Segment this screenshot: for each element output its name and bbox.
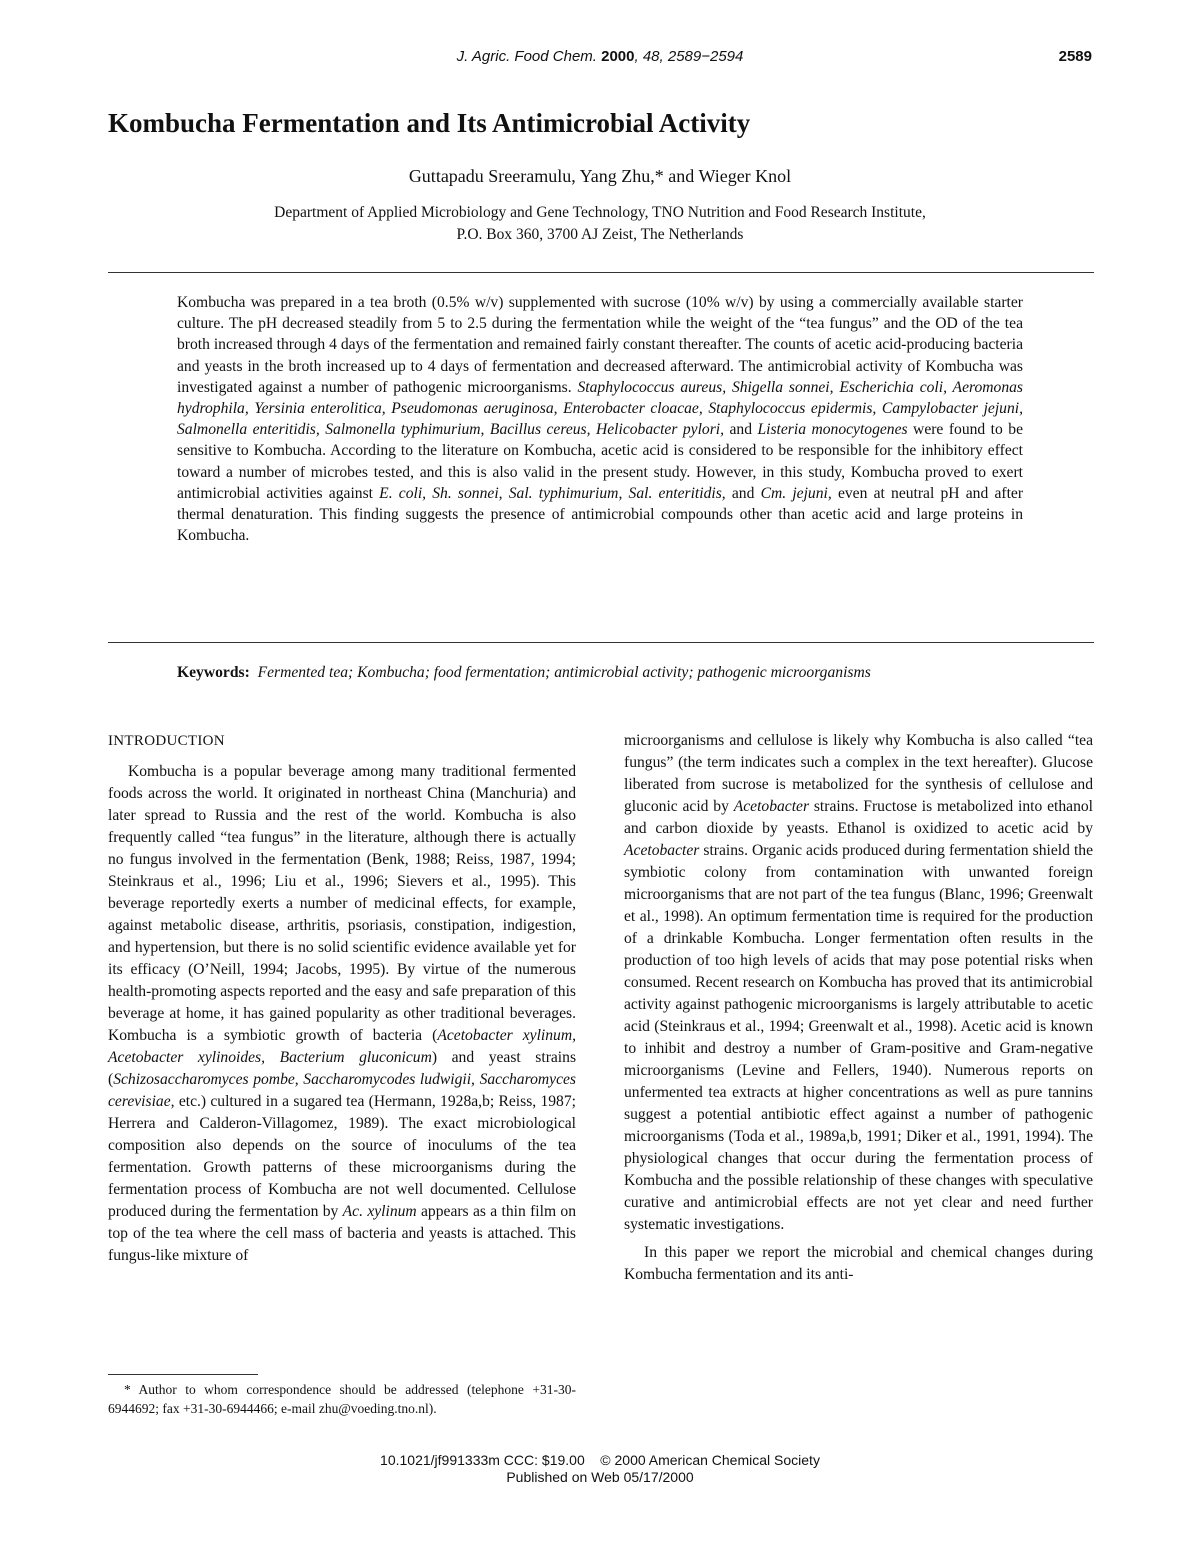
- doi-copyright: 10.1021/jf991333m CCC: $19.00 © 2000 American Chemical Society: [380, 1452, 820, 1468]
- keywords: [177, 662, 1023, 683]
- species-name: Schizosaccharomyces pombe, Saccharomycodes ludwigii, Saccharomyces cerevisiae,: [108, 1071, 576, 1110]
- section-heading: INTRODUCTION: [108, 733, 225, 749]
- abstract-species: Cm. jejuni,: [760, 484, 832, 502]
- keywords-label: Keywords:: [177, 664, 250, 681]
- article-title: Kombucha Fermentation and Its Antimicrobial Activity: [108, 108, 751, 138]
- intro-paragraph-1-continued: [624, 730, 1093, 1236]
- affiliation: [108, 202, 1092, 246]
- abstract-divider: [108, 642, 1094, 643]
- abstract-text: and: [725, 484, 761, 502]
- abstract-species: E. coli, Sh. sonnei, Sal. typhimurium, Sal. enteritidis,: [379, 484, 726, 502]
- left-column: [108, 730, 576, 1267]
- page-number: 2589: [1058, 48, 1092, 65]
- publication-date: Published on Web 05/17/2000: [506, 1469, 694, 1485]
- correspondence-footnote: * Author to whom correspondence should be addressed (telephone +31-30-6944692; fax +31-30-6944466; e-mail zhu@voeding.tno.nl).: [108, 1382, 576, 1416]
- keywords-list: Fermented tea; Kombucha; food fermentation; antimicrobial activity; pathogenic microorganisms: [257, 664, 871, 681]
- footnote-divider: [108, 1374, 258, 1375]
- species-name: Ac. xylinum: [342, 1203, 417, 1220]
- intro-paragraph-2: In this paper we report the microbial and chemical changes during Kombucha fermentation and its anti-: [624, 1244, 1093, 1283]
- page-footer: [108, 1452, 1092, 1486]
- right-column: [624, 730, 1093, 1286]
- body-text: Kombucha is a popular beverage among many traditional fermented foods across the world. It originated in northeast China (Manchuria) and later spread to Russia and the rest of the world. Kombucha is also frequently called “tea fungus” in the literature, although there is actually no fungus involved in the fermentation (Benk, 1988; Reiss, 1987, 1994; Steinkraus et al., 1996; Liu et al., 1996; Sievers et al., 1995). This beverage reportedly exerts a number of medicinal effects, for example, against metabolic disease, arthritis, psoriasis, constipation, indigestion, and hypertension, but there is no solid scientific evidence available yet for its efficacy (O’Neill, 1994; Jacobs, 1995). By virtue of the numerous health-promoting aspects reported and the easy and safe preparation of this beverage at home, it has gained popularity as other traditional beverages. Kombucha is a symbiotic growth of bacteria (: [108, 763, 576, 1044]
- body-text: microorganisms and cellulose is likely why Kombucha is also called “tea fungus” (the term indicates such a complex in the text hereafter). Glucose liberated from sucrose is metabolized for the synthesis of cellulose and gluconic acid by: [624, 732, 1093, 815]
- abstract-text: were found to be sensitive to Kombucha. According to the literature on Kombucha, acetic acid is considered to be responsible for the inhibitory effect toward a number of microbes tested, and this is also valid in the present study. However, in this study, Kombucha proved to exert antimicrobial activities against: [177, 421, 1023, 502]
- journal-citation: [108, 48, 1092, 65]
- abstract-species: Staphylococcus aureus, Shigella sonnei, Escherichia coli, Aeromonas hydrophila, Yersinia enterolitica, Pseudomonas aeruginosa, Enterobacter cloacae, Staphylococcus epidermis, Campylobacter jejuni, Salmonella enteritidis, Salmonella typhimurium, Bacillus cereus, Helicobacter pylori,: [177, 378, 1023, 439]
- body-text: ) and yeast strains (: [108, 1049, 577, 1088]
- body-text: etc.) cultured in a sugared tea (Hermann, 1928a,b; Reiss, 1987; Herrera and Calderon-Villagomez, 1989). The exact microbiological composition also depends on the source of inoculums of the tea fermentation. Growth patterns of these microorganisms during the fermentation process of Kombucha are not well documented. Cellulose produced during the fermentation by: [108, 1093, 576, 1220]
- abstract-species: Listeria monocytogenes: [757, 421, 908, 439]
- author-list: Guttapadu Sreeramulu, Yang Zhu,* and Wieger Knol: [408, 166, 792, 186]
- journal-year: 2000: [601, 48, 635, 65]
- affiliation-line-1: Department of Applied Microbiology and Gene Technology, TNO Nutrition and Food Research Institute,: [274, 204, 926, 221]
- species-name: Acetobacter: [624, 842, 700, 859]
- abstract-text: and: [724, 421, 758, 439]
- species-name: Acetobacter: [733, 798, 810, 815]
- abstract: [177, 292, 1023, 546]
- body-text: strains. Organic acids produced during fermentation shield the symbiotic colony from contamination with unwanted foreign microorganisms that are not part of the tea fungus (Blanc, 1996; Greenwalt et al., 1998). An optimum fermentation time is required for the production of a drinkable Kombucha. Longer fermentation often results in the production of too high levels of acids that may pose potential risks when consumed. Recent research on Kombucha has proved that its antimicrobial activity against pathogenic microorganisms is largely attributable to acetic acid (Steinkraus et al., 1994; Greenwalt et al., 1998). Acetic acid is known to inhibit and destroy a number of Gram-positive and Gram-negative microorganisms (Levine and Fellers, 1940). Numerous reports on unfermented tea extracts at higher concentrations as well as pure tannins suggest a potential antibiotic effect against a number of pathogenic microorganisms (Toda et al., 1989a,b, 1991; Diker et al., 1991, 1994). The physiological changes that occur during the fermentation process of Kombucha and the possible relationship of these changes with speculative curative and antimicrobial effects are not yet clear and need further systematic investigations.: [624, 842, 1093, 1233]
- body-text: appears as a thin film on top of the tea where the cell mass of bacteria and yeasts is attached. This fungus-like mixture of: [108, 1203, 576, 1264]
- body-text: strains. Fructose is metabolized into ethanol and carbon dioxide by yeasts. Ethanol is oxidized to acetic acid by: [624, 798, 1093, 837]
- abstract-text: even at neutral pH and after thermal denaturation. This finding suggests the presence of antimicrobial compounds other than acetic acid and large proteins in Kombucha.: [177, 484, 1024, 545]
- journal-name: J. Agric. Food Chem.: [456, 48, 597, 65]
- affiliation-line-2: P.O. Box 360, 3700 AJ Zeist, The Netherlands: [456, 226, 744, 243]
- intro-paragraph-1: [108, 761, 576, 1267]
- top-divider: [108, 272, 1094, 273]
- journal-volume-pages: , 48, 2589−2594: [634, 48, 744, 65]
- species-name: Acetobacter xylinum, Acetobacter xylinoides, Bacterium gluconicum: [108, 1027, 576, 1066]
- running-header: [108, 48, 1092, 72]
- abstract-text: Kombucha was prepared in a tea broth (0.5% w/v) supplemented with sucrose (10% w/v) by using a commercially available starter culture. The pH decreased steadily from 5 to 2.5 during the fermentation while the weight of the “tea fungus” and the OD of the tea broth increased through 4 days of the fermentation and remained fairly constant thereafter. The counts of acetic acid-producing bacteria and yeasts in the broth increased up to 4 days of fermentation and decreased afterward. The antimicrobial activity of Kombucha was investigated against a number of pathogenic microorganisms.: [177, 294, 1023, 396]
